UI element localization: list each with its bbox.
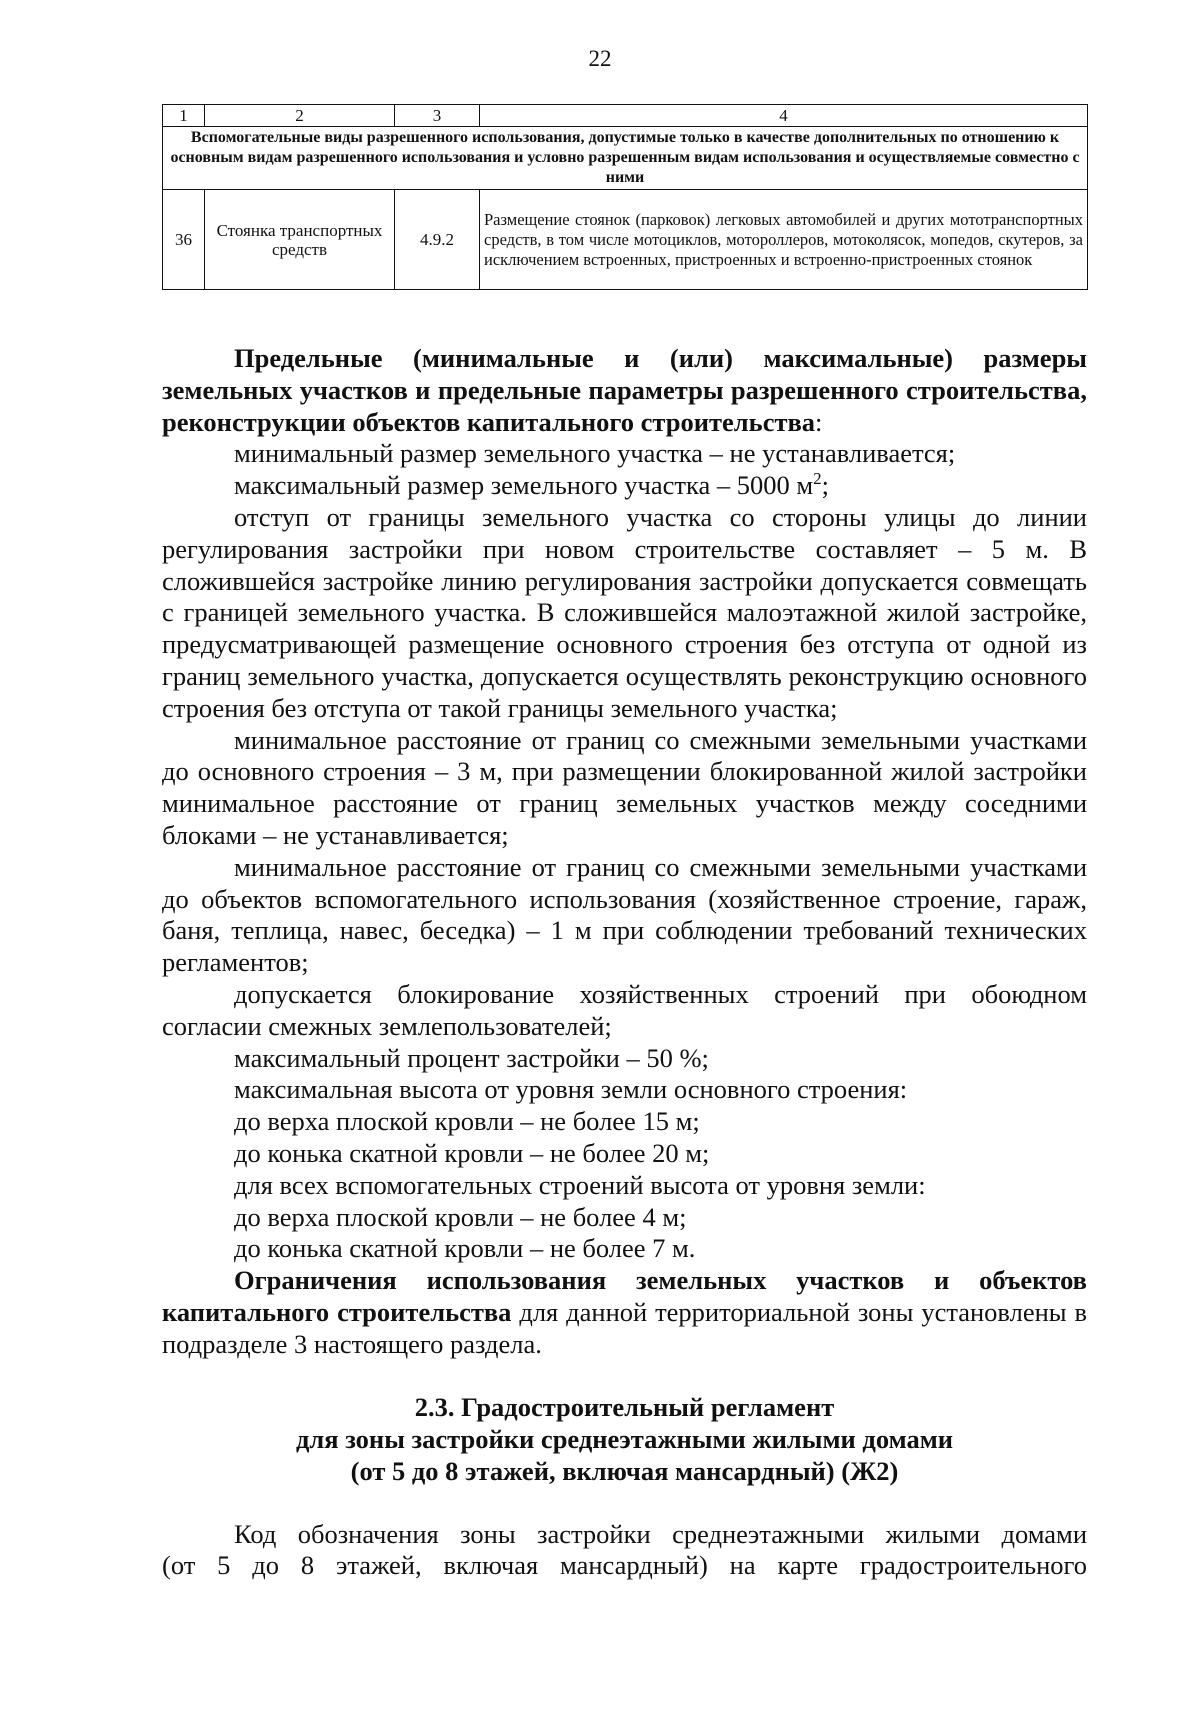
restrictions-bold: Ограничения использования земельных участков и объектов капитального строительства (162, 1265, 1087, 1327)
parameter-item: для всех вспомогательных строений высота от уровня земли: (234, 1169, 926, 1200)
zone-code-intro-line: Код обозначения зоны застройки среднеэтажными жилыми домами (234, 1518, 1087, 1549)
limits-heading: Предельные (минимальные и (или) максимальные) размеры земельных участков и предельные параметры разрешенного строительства, реконструкции объектов капитального строительства (162, 343, 1087, 437)
parameter-item: минимальный размер земельного участка – не устанавливается; (234, 438, 956, 469)
row-number: 36 (163, 190, 205, 290)
category-row (163, 127, 1088, 190)
permitted-use-table (162, 104, 1088, 290)
parameter-item: отступ от границы земельного участка со стороны улицы до линии регулирования застройки при новом строительстве составляет – 5 м. В сложившейся застройке линию регулирования застройки допускается совмещать с границей земельного участка. В сложившейся малоэтажной жилой застройке, предусматривающей размещение основного строения без отступа от одной из границ земельного участка, допускается осуществлять реконструкцию основного строения без отступа от такой границы земельного участка; (162, 501, 1087, 723)
parameter-item: до конька скатной кровли – не более 7 м. (234, 1233, 696, 1264)
parameter-item: допускается блокирование хозяйственных строений при обоюдном согласии смежных землепользователей; (162, 978, 1087, 1041)
subsection-title-line: (от 5 до 8 этажей, включая мансардный) (Ж2) (350, 1455, 899, 1486)
page-number: 22 (588, 46, 612, 71)
parameter-item: минимальное расстояние от границ со смежными земельными участками до основного строения – 3 м, при размещении блокированной жилой застройки минимальное расстояние от границ земельных участков между соседними блоками – не устанавливается; (162, 724, 1087, 850)
parameter-item: максимальный процент застройки – 50 %; (234, 1042, 709, 1073)
use-type-name: Стоянка транспортных средств (205, 190, 395, 290)
parameter-item: до верха плоской кровли – не более 15 м; (234, 1106, 700, 1137)
restrictions-rest: для данной территориальной зоны установлены в подразделе 3 настоящего раздела. (162, 1296, 1087, 1359)
table-row (163, 190, 1088, 290)
parameter-item: минимальное расстояние от границ со смежными земельными участками до объектов вспомогательного использования (хозяйственное строение, гараж, баня, теплица, навес, беседка) – 1 м при соблюдении требований технических регламентов; (162, 851, 1087, 978)
use-type-description: Размещение стоянок (парковок) легковых автомобилей и других мототранспортных средств, в том числе мотоциклов, мотороллеров, мотоколясок, мопедов, скутеров, за исключением встроенных, пристроенных и встроенно-пристроенных стоянок (480, 190, 1088, 290)
parameter-item-end: ; (821, 470, 829, 501)
parameter-item-text: максимальный размер земельного участка – 5000 м (234, 470, 814, 501)
parameter-item: максимальная высота от уровня земли основного строения: (234, 1074, 908, 1105)
parameter-item: до верха плоской кровли – не более 4 м; (234, 1201, 687, 1232)
document-body (162, 343, 1087, 1582)
limits-heading-paragraph (162, 343, 1087, 438)
limits-heading-colon: : (815, 406, 823, 437)
category-title: Вспомогательные виды разрешенного использования, допустимые только в качестве дополнительных по отношению к основным видам разрешенного использования и условно разрешенным видам использования и осуществляемые совместно с ними (163, 127, 1088, 190)
superscript-exponent: 2 (813, 469, 822, 489)
column-number-header: 3 (395, 105, 480, 127)
subsection-title-line: 2.3. Градостроительный регламент (414, 1391, 835, 1422)
restrictions-paragraph (162, 1265, 1087, 1360)
column-number-header: 1 (163, 105, 205, 127)
subsection-title (162, 1391, 1087, 1487)
column-number-header: 4 (480, 105, 1088, 127)
subsection-title-line: для зоны застройки среднеэтажными жилыми домами (295, 1423, 954, 1454)
column-number-header: 2 (205, 105, 395, 127)
zone-code-intro-line: (от 5 до 8 этажей, включая мансардный) на карте градостроительного (162, 1550, 1087, 1581)
parameter-item (162, 470, 1087, 502)
table-header-row (163, 105, 1088, 127)
parameter-item: до конька скатной кровли – не более 20 м; (234, 1137, 710, 1168)
use-type-code: 4.9.2 (395, 190, 480, 290)
